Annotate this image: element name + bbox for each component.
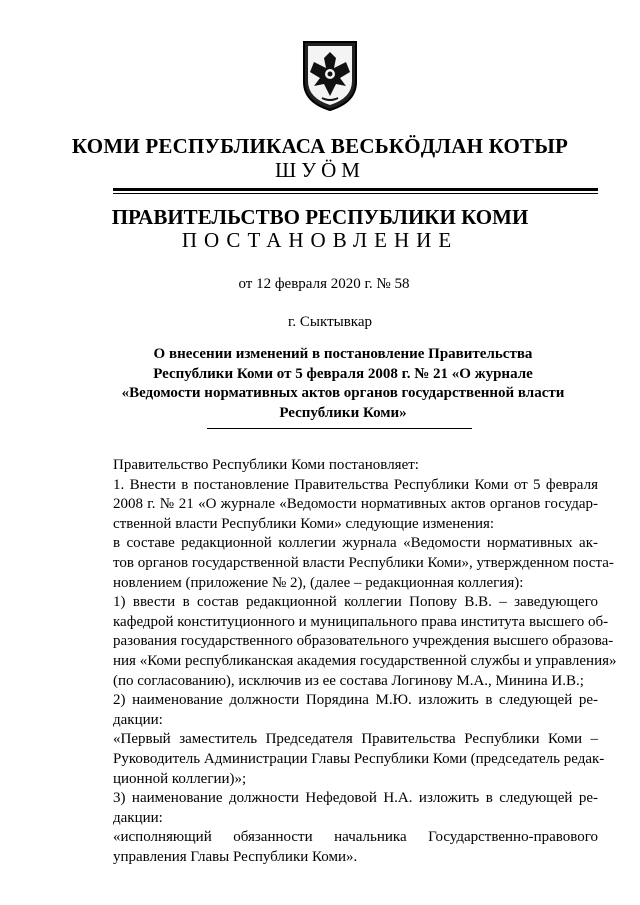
body-line: кафедрой конституционного и муниципального права института высшего об- (113, 613, 609, 630)
komi-doctype: ШУÖМ (275, 158, 365, 182)
subject-line: Республики Коми от 5 февраля 2008 г. № 21 «О журнале (153, 365, 533, 382)
header-divider-thick (113, 188, 598, 191)
document-body (113, 456, 617, 867)
body-line: ния «Коми республиканская академия государственной службы и управления» (113, 652, 617, 669)
body-line: ственной власти Республики Коми» следующие изменения: (113, 515, 495, 532)
body-line: 1) ввести в состав редакционной коллегии Попову В.В. – заведующего (113, 594, 598, 611)
body-line: «Первый заместитель Председателя Правительства Республики Коми – (113, 731, 598, 748)
body-line: управления Главы Республики Коми». (113, 848, 358, 865)
body-line: 1. Внести в постановление Правительства Республики Коми от 5 февраля (113, 476, 598, 493)
document-subject (108, 345, 578, 423)
subject-line: Республики Коми» (279, 404, 407, 421)
government-title: ПРАВИТЕЛЬСТВО РЕСПУБЛИКИ КОМИ (111, 205, 529, 229)
body-line: ционной коллегии)»; (113, 770, 247, 787)
body-line: «исполняющий обязанности начальника Государственно-правового (113, 829, 598, 846)
city: г. Сыктывкар (287, 314, 373, 330)
body-line: 2008 г. № 21 «О журнале «Ведомости нормативных актов органов государ- (113, 496, 598, 513)
komi-government-title: КОМИ РЕСПУБЛИКАСА ВЕСЬКÖДЛАН КОТЫР (71, 134, 569, 158)
subject-line: «Ведомости нормативных актов органов государственной власти (121, 385, 565, 401)
body-line: дакции: (113, 711, 163, 728)
subject-underline (207, 428, 472, 429)
body-line: (по согласованию), исключив из ее состава Логинову М.А., Минина И.В.; (113, 672, 584, 689)
body-line: в составе редакционной коллегии журнала «Ведомости нормативных ак- (113, 535, 598, 552)
coat-of-arms-icon (300, 38, 360, 112)
body-line: разования государственного образовательного учреждения высшего образова- (113, 633, 614, 650)
body-line: 3) наименование должности Нефедовой Н.А. изложить в следующей ре- (113, 790, 598, 807)
doctype-title: ПОСТАНОВЛЕНИЕ (181, 228, 459, 252)
body-line: 2) наименование должности Порядина М.Ю. изложить в следующей ре- (113, 692, 598, 709)
date-and-number: от 12 февраля 2020 г. № 58 (238, 276, 410, 292)
subject-line: О внесении изменений в постановление Правительства (153, 346, 533, 362)
body-line: Правительство Республики Коми постановляет: (113, 457, 419, 473)
header-divider-thin (113, 193, 598, 194)
body-line: тов органов государственной власти Республики Коми», утвержденном поста- (113, 554, 614, 571)
body-line: новлением (приложение № 2), (далее – редакционная коллегия): (113, 574, 524, 591)
body-line: дакции: (113, 809, 163, 826)
body-line: Руководитель Администрации Главы Республики Коми (председатель редак- (113, 750, 605, 767)
